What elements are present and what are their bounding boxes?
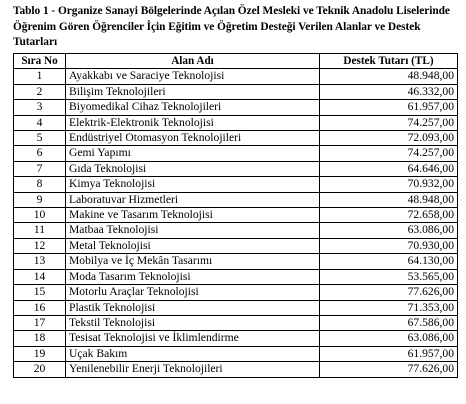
cell-alan-adi: Endüstriyel Otomasyon Teknolojileri [66, 131, 320, 146]
cell-destek-tutari: 53.565,00 [320, 269, 458, 284]
table-row [14, 192, 458, 207]
cell-sira-no: 9 [14, 192, 66, 207]
table-body [14, 69, 458, 377]
table-row [14, 223, 458, 238]
table-row [14, 346, 458, 361]
header-destek-tutari: Destek Tutarı (TL) [320, 54, 458, 69]
table-caption [13, 4, 459, 51]
cell-alan-adi: Metal Teknolojisi [66, 238, 320, 253]
cell-alan-adi: Moda Tasarım Teknolojisi [66, 269, 320, 284]
cell-sira-no: 19 [14, 346, 66, 361]
cell-destek-tutari: 70.932,00 [320, 177, 458, 192]
cell-alan-adi: Tesisat Teknolojisi ve İklimlendirme [66, 331, 320, 346]
table-row [14, 315, 458, 330]
cell-sira-no: 7 [14, 161, 66, 176]
cell-destek-tutari: 77.626,00 [320, 285, 458, 300]
cell-destek-tutari: 48.948,00 [320, 192, 458, 207]
table-row [14, 177, 458, 192]
cell-destek-tutari: 64.130,00 [320, 254, 458, 269]
cell-sira-no: 4 [14, 115, 66, 130]
cell-alan-adi: Motorlu Araçlar Teknolojisi [66, 285, 320, 300]
cell-alan-adi: Kimya Teknolojisi [66, 177, 320, 192]
cell-destek-tutari: 48.948,00 [320, 69, 458, 84]
header-sira-no: Sıra No [14, 54, 66, 69]
cell-destek-tutari: 61.957,00 [320, 100, 458, 115]
cell-sira-no: 15 [14, 285, 66, 300]
table-row [14, 208, 458, 223]
cell-sira-no: 20 [14, 362, 66, 377]
cell-destek-tutari: 71.353,00 [320, 300, 458, 315]
support-amounts-table [13, 53, 458, 378]
cell-alan-adi: Mobilya ve İç Mekân Tasarımı [66, 254, 320, 269]
table-row [14, 131, 458, 146]
table-row [14, 69, 458, 84]
table-row [14, 161, 458, 176]
cell-alan-adi: Laboratuvar Hizmetleri [66, 192, 320, 207]
table-header [14, 54, 458, 69]
cell-sira-no: 16 [14, 300, 66, 315]
cell-sira-no: 13 [14, 254, 66, 269]
table-header-row [14, 54, 458, 69]
cell-alan-adi: Uçak Bakım [66, 346, 320, 361]
cell-sira-no: 1 [14, 69, 66, 84]
table-row [14, 300, 458, 315]
cell-alan-adi: Bilişim Teknolojileri [66, 84, 320, 99]
header-alan-adi: Alan Adı [66, 54, 320, 69]
table-row [14, 254, 458, 269]
cell-alan-adi: Ayakkabı ve Saraciye Teknolojisi [66, 69, 320, 84]
table-row [14, 331, 458, 346]
cell-alan-adi: Gemi Yapımı [66, 146, 320, 161]
cell-sira-no: 11 [14, 223, 66, 238]
table-caption-text: Organize Sanayi Bölgelerinde Açılan Özel Mesleki ve Teknik Anadolu Liselerinde Öğrenim Gören Öğrenciler İçin Eğitim ve Öğretim Desteği Verilen Alanlar ve Destek Tutarları [13, 5, 450, 48]
cell-alan-adi: Plastik Teknolojisi [66, 300, 320, 315]
cell-destek-tutari: 77.626,00 [320, 362, 458, 377]
cell-destek-tutari: 67.586,00 [320, 315, 458, 330]
cell-destek-tutari: 72.658,00 [320, 208, 458, 223]
cell-alan-adi: Yenilenebilir Enerji Teknolojileri [66, 362, 320, 377]
cell-destek-tutari: 74.257,00 [320, 115, 458, 130]
table-row [14, 115, 458, 130]
cell-sira-no: 5 [14, 131, 66, 146]
cell-sira-no: 2 [14, 84, 66, 99]
cell-destek-tutari: 70.930,00 [320, 238, 458, 253]
cell-sira-no: 12 [14, 238, 66, 253]
cell-sira-no: 14 [14, 269, 66, 284]
table-caption-label: Tablo 1 - [13, 5, 58, 17]
cell-sira-no: 10 [14, 208, 66, 223]
table-row [14, 362, 458, 377]
cell-destek-tutari: 74.257,00 [320, 146, 458, 161]
cell-alan-adi: Elektrik-Elektronik Teknolojisi [66, 115, 320, 130]
cell-alan-adi: Biyomedikal Cihaz Teknolojileri [66, 100, 320, 115]
cell-sira-no: 8 [14, 177, 66, 192]
table-row [14, 84, 458, 99]
cell-destek-tutari: 61.957,00 [320, 346, 458, 361]
cell-alan-adi: Tekstil Teknolojisi [66, 315, 320, 330]
cell-sira-no: 17 [14, 315, 66, 330]
cell-destek-tutari: 72.093,00 [320, 131, 458, 146]
table-row [14, 146, 458, 161]
cell-sira-no: 18 [14, 331, 66, 346]
cell-alan-adi: Makine ve Tasarım Teknolojisi [66, 208, 320, 223]
table-row [14, 285, 458, 300]
table-row [14, 100, 458, 115]
cell-destek-tutari: 64.646,00 [320, 161, 458, 176]
cell-destek-tutari: 46.332,00 [320, 84, 458, 99]
cell-destek-tutari: 63.086,00 [320, 331, 458, 346]
cell-sira-no: 3 [14, 100, 66, 115]
cell-alan-adi: Matbaa Teknolojisi [66, 223, 320, 238]
cell-alan-adi: Gıda Teknolojisi [66, 161, 320, 176]
table-row [14, 269, 458, 284]
cell-destek-tutari: 63.086,00 [320, 223, 458, 238]
table-row [14, 238, 458, 253]
cell-sira-no: 6 [14, 146, 66, 161]
